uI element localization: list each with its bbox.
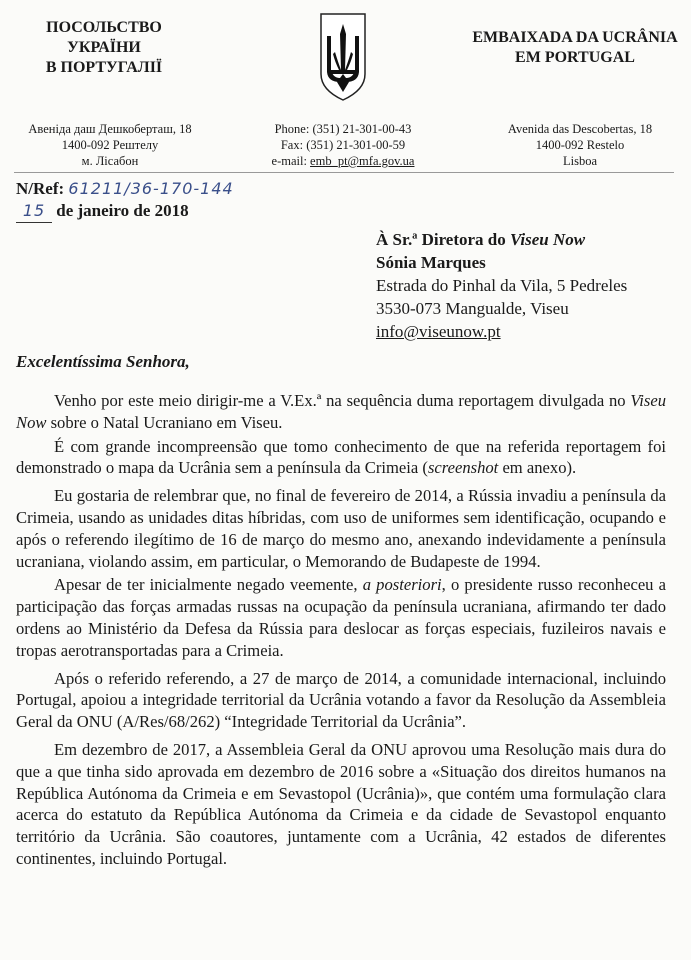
paragraph-4-text-a: Apesar de ter inicialmente negado veemente, (54, 575, 363, 595)
recipient-street: Estrada do Pinhal da Vila, 5 Pedreles (376, 276, 628, 295)
recipient-title (376, 228, 627, 251)
embassy-name-portuguese-line2: EM PORTUGAL (515, 49, 635, 66)
reference-number: 61211/36-170-144 (68, 179, 234, 198)
address-portuguese-line3: Lisboa (562, 154, 598, 168)
address-portuguese-line1: Avenida das Descobertas, 18 (507, 122, 653, 136)
recipient-city: 3530-073 Mangualde, Viseu (376, 299, 569, 318)
paragraph-2 (16, 436, 666, 480)
letter-date (16, 200, 189, 223)
embassy-email-link[interactable]: emb_pt@mfa.gov.ua (310, 154, 415, 168)
paragraph-6: Em dezembro de 2017, a Assembleia Geral da ONU aprovou uma Resolução mais dura do que a que tinha sido aprovada em dezembro de 2016 sobre a «Situação dos direitos humanos na República Autónoma da Crimeia e em Sevastopol (Ucrânia)», que contém uma formulação clara acerca do estatuto da República Autónoma da Crimeia e da cidade de Sevastopol enquanto território da Ucrânia. São coautores, juntamente com a Ucrânia, 42 estados de diferentes continentes, incluindo Portugal. (16, 739, 666, 868)
address-ukrainian (20, 121, 200, 169)
paragraph-1-text-a: Venho por este meio dirigir-me a V.Ex.ª na sequência duma reportagem divulgada no (54, 391, 631, 410)
fax-number: Fax: (351) 21-301-00-59 (280, 138, 406, 152)
embassy-name-portuguese-line1: EMBAIXADA DA UCRÂNIA (472, 29, 678, 46)
embassy-name-portuguese (470, 28, 680, 68)
recipient-email-link[interactable]: info@viseunow.pt (376, 322, 501, 341)
reference-line (16, 178, 234, 200)
paragraph-1-italic: Viseu Now (16, 391, 666, 432)
reference-label: N/Ref: (16, 179, 65, 198)
recipient-block (376, 228, 627, 343)
recipient-name: Sónia Marques (376, 253, 486, 272)
address-ukrainian-line3: м. Лісабон (81, 154, 139, 168)
phone-number: Phone: (351) 21-301-00-43 (274, 122, 412, 136)
paragraph-4 (16, 574, 666, 661)
address-portuguese (480, 121, 680, 169)
paragraph-5: Após o referido referendo, a 27 de março de 2014, a comunidade internacional, incluindo Portugal, apoiou a integridade territorial da Ucrânia votando a favor da Resolução da Assembleia Geral da ONU (A/Res/68/262) “Integridade Territorial da Ucrânia”. (16, 668, 666, 732)
embassy-name-ukrainian-line2: В ПОРТУГАЛІЇ (45, 59, 163, 76)
paragraph-1-text-b: sobre o Natal Ucraniano em Viseu. (46, 412, 283, 432)
embassy-name-ukrainian (14, 18, 194, 78)
paragraph-2-text-b: em anexo). (498, 458, 577, 478)
recipient-publication: Viseu Now (510, 230, 586, 249)
paragraph-2-text-a: É com grande incompreensão que tomo conhecimento de que na referida reportagem foi demonstrado o mapa da Ucrânia sem a península da Crimeia ( (16, 436, 666, 478)
paragraph-3: Eu gostaria de relembrar que, no final de fevereiro de 2014, a Rússia invadiu a península da Crimeia, usando as unidades ditas híbridas, com uso de uniformes sem identificação, ocupando e após o referendo ilegítimo de 16 de março do mesmo ano, anexando indevidamente a península ucraniana, violando assim, em particular, o Memorando de Budapeste de 1994. (16, 486, 666, 571)
email-line (248, 153, 438, 169)
paragraph-2-italic: screenshot (427, 458, 499, 478)
paragraph-4-italic: a posteriori (362, 575, 442, 595)
address-ukrainian-line1: Авеніда даш Дешкоберташ, 18 (28, 122, 192, 136)
address-portuguese-line2: 1400-092 Restelo (535, 138, 625, 152)
embassy-name-ukrainian-line1: ПОСОЛЬСТВО УКРАЇНИ (46, 19, 162, 56)
paragraph-1 (16, 390, 666, 434)
recipient-title-prefix: À Sr.ª Diretora do (376, 230, 511, 249)
salutation: Excelentíssima Senhora, (16, 352, 190, 371)
paragraph-4-text-b: , o presidente russo reconheceu a participação das forças armadas russas na ocupação da península ucraniana, afirmando ter dado ordens ao Ministério da Defesa da Rússia para deslocar as forças especiais, fuzileiros navais e tropas aerotransportadas para a Crimeia. (16, 575, 666, 660)
letter-body (16, 390, 666, 870)
date-rest: de janeiro de 2018 (52, 201, 189, 220)
header-divider (14, 172, 674, 173)
date-day: 15 (16, 200, 52, 223)
address-ukrainian-line2: 1400-092 Рештелу (61, 138, 159, 152)
trident-coat-of-arms-icon (318, 12, 368, 102)
contact-info (248, 121, 438, 169)
email-label: e-mail: (271, 154, 311, 168)
